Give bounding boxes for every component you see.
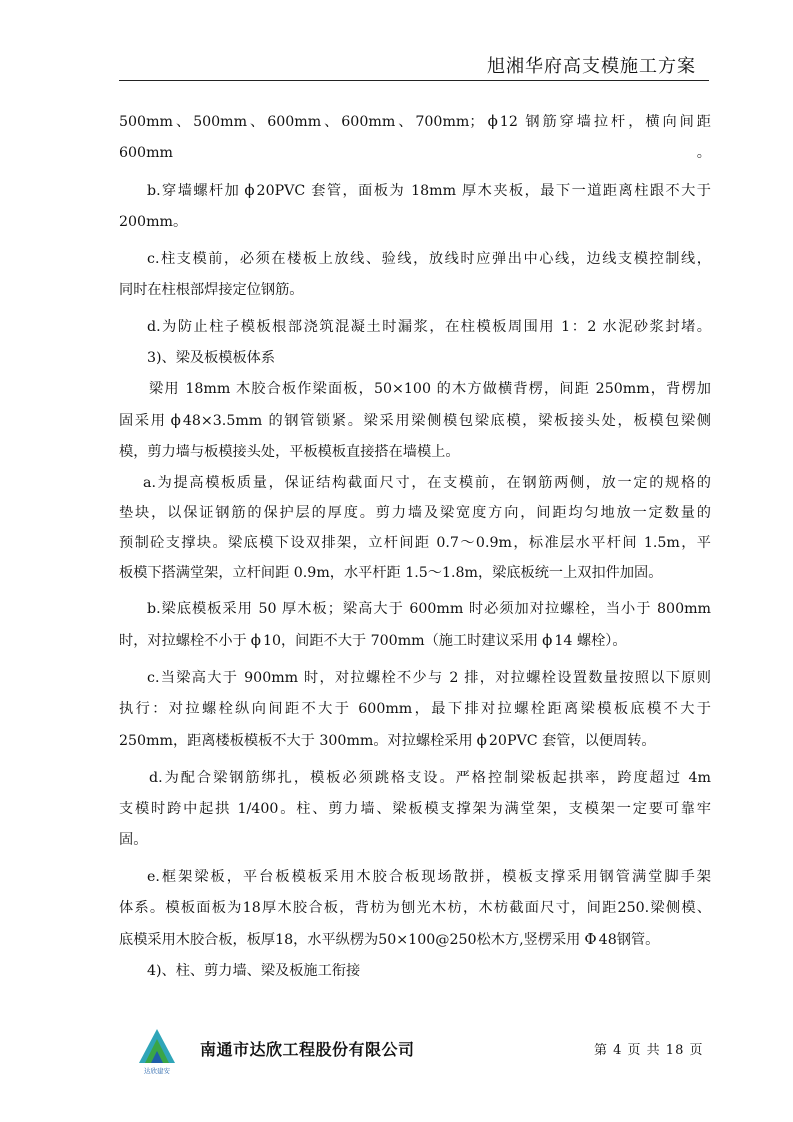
paragraph-line: 支模时跨中起拱 1/400。柱、剪力墙、梁板模支撑架为满堂架，支模架一定要可靠牢 xyxy=(119,801,711,817)
text-span: 固采用 xyxy=(119,413,167,429)
text-span: b.穿墙螺杆加 xyxy=(147,183,241,199)
section-heading: 4)、柱、剪力墙、梁及板施工衔接 xyxy=(147,963,361,979)
document-body xyxy=(119,106,711,987)
text-span: 10，间距不大于 700mm（施工时建议采用 xyxy=(262,633,539,649)
paragraph-line: 垫块，以保证钢筋的保护层的厚度。剪力墙及梁宽度方向，间距均匀地放一定数量的 xyxy=(119,505,711,521)
phi-symbol: ϕ xyxy=(244,181,255,199)
phi-symbol: ϕ xyxy=(170,411,181,429)
phi-symbol: ϕ xyxy=(250,631,261,649)
header-title: 旭湘华府高支模施工方案 xyxy=(487,56,696,77)
paragraph-line: d.为防止柱子模板根部浇筑混凝土时漏浆，在柱模板周围用 1：2 水泥砂浆封堵。 xyxy=(147,319,711,335)
paragraph-line xyxy=(119,725,711,757)
company-name: 南通市达欣工程股份有限公司 xyxy=(200,1040,415,1059)
paragraph-line: c.当梁高大于 900mm 时，对拉螺栓不少与 2 排，对拉螺栓设置数量按照以下原则 xyxy=(147,670,711,686)
phi-symbol: ϕ xyxy=(476,731,487,749)
company-logo-icon xyxy=(137,1027,177,1075)
paragraph-line: d.为配合梁钢筋绑扎，模板必须跳格支设。严格控制梁板起拱率，跨度超过 4m xyxy=(149,770,711,786)
paragraph-line: a.为提高模板质量，保证结构截面尺寸，在支模前，在钢筋两侧，放一定的规格的 xyxy=(143,475,711,491)
header-rule xyxy=(119,80,709,81)
text-span: 时，对拉螺栓不小于 xyxy=(119,633,247,649)
paragraph-line xyxy=(119,175,711,207)
paragraph-line: e.框架梁板，平台板模板采用木胶合板现场散拼，模板支撑采用钢管满堂脚手架 xyxy=(147,869,711,885)
logo-caption: 达欣建安 xyxy=(144,1067,170,1075)
page-number: 第 4 页 共 18 页 xyxy=(594,1043,704,1058)
paragraph-line: 板模下搭满堂架，立杆间距 0.9m，水平杆距 1.5～1.8m，梁底板统一上双扣件加固。 xyxy=(119,565,663,581)
paragraph-line: 200mm。 xyxy=(119,214,188,230)
phi-symbol: Φ xyxy=(584,930,597,948)
text-span: 48×3.5mm 的钢管锁紧。梁采用梁侧模包梁底模，梁板接头处，板模包梁侧 xyxy=(182,413,711,429)
paragraph-line: 模，剪力墙与板模接头处，平板模板直接搭在墙模上。 xyxy=(119,444,460,460)
section-heading: 3)、梁及板模板体系 xyxy=(147,350,276,366)
paragraph-line: 同时在柱根部焊接定位钢筋。 xyxy=(119,282,304,298)
page-footer xyxy=(0,1025,793,1075)
text-span: 500mm、500mm、600mm、600mm、700mm； xyxy=(119,114,484,130)
paragraph-line xyxy=(119,924,711,956)
text-span: 底模采用木胶合板，板厚18，水平纵楞为50×100@250松木方,竖楞采用 xyxy=(119,932,581,948)
paragraph-line: 梁用 18mm 木胶合板作梁面板，50×100 的木方做横背楞，间距 250mm，背楞加 xyxy=(149,381,711,397)
paragraph-line: 固。 xyxy=(119,832,148,848)
phi-symbol: ϕ xyxy=(542,631,553,649)
phi-symbol: ϕ xyxy=(487,112,498,130)
text-span: 20PVC 套管，面板为 18mm 厚木夹板，最下一道距离柱跟不大于 xyxy=(256,183,711,199)
paragraph-line xyxy=(119,106,711,169)
paragraph-line: 预制砼支撑块。梁底模下设双排架，立杆间距 0.7～0.9m，标准层水平杆间 1.5m，平 xyxy=(119,535,711,551)
paragraph-line xyxy=(119,405,711,437)
text-span: 250mm，距离楼板模板不大于 300mm。对拉螺栓采用 xyxy=(119,733,473,749)
paragraph-line: 执行：对拉螺栓纵向间距不大于 600mm，最下排对拉螺栓距离梁模板底模不大于 xyxy=(119,701,711,717)
paragraph-line: b.梁底模板采用 50 厚木板；梁高大于 600mm 时必须加对拉螺栓，当小于 800mm xyxy=(147,601,711,617)
paragraph-line: c.柱支模前，必须在楼板上放线、验线，放线时应弹出中心线，边线支模控制线， xyxy=(147,251,711,267)
text-span: 14 螺栓）。 xyxy=(554,633,627,649)
text-span: 20PVC 套管，以便周转。 xyxy=(488,733,656,749)
paragraph-line xyxy=(119,625,711,657)
text-span: 12 钢筋穿墙拉杆，横向间距 600mm。 xyxy=(119,114,711,161)
text-span: 48钢管。 xyxy=(598,932,660,948)
paragraph-line: 体系。模板面板为18厚木胶合板，背枋为刨光木枋，木枋截面尺寸，间距250.梁侧模、 xyxy=(119,900,711,916)
